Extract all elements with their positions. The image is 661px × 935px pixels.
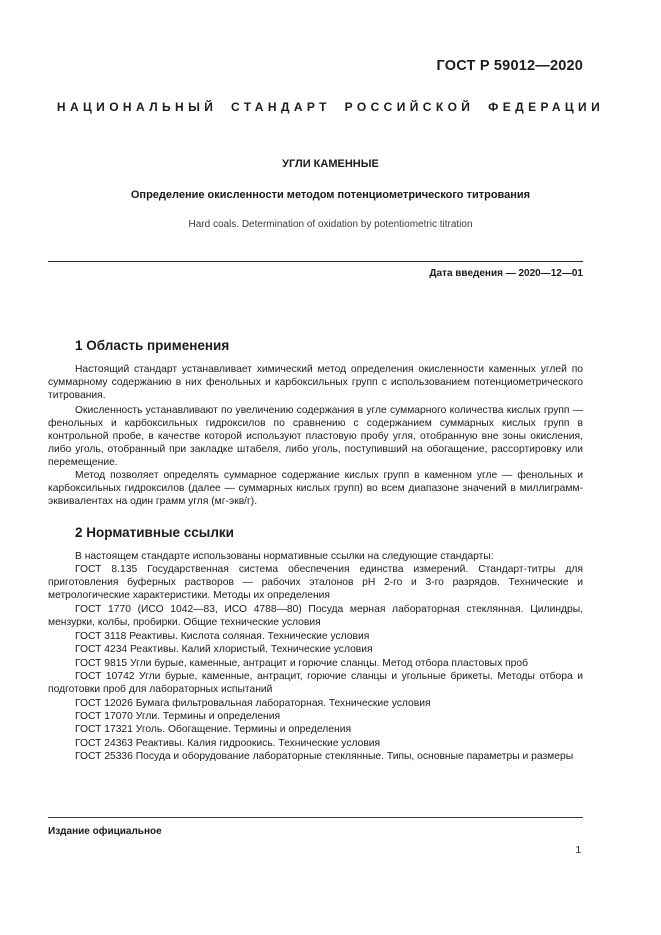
reference-item: ГОСТ 1770 (ИСО 1042—83, ИСО 4788—80) Посуда мерная лабораторная стеклянная. Цилиндры, мензурки, колбы, пробирки. Общие технические условия xyxy=(48,604,583,628)
reference-item: ГОСТ 17070 Угли. Термины и определения xyxy=(75,711,281,722)
footer-divider xyxy=(48,817,583,818)
document-title: УГЛИ КАМЕННЫЕ xyxy=(282,158,379,170)
reference-item: ГОСТ 24363 Реактивы. Калия гидроокись. Технические условия xyxy=(75,738,381,749)
document-number: ГОСТ Р 59012—2020 xyxy=(436,58,583,74)
introduction-date: Дата введения — 2020—12—01 xyxy=(429,268,583,279)
official-edition-label: Издание официальное xyxy=(48,826,162,837)
scope-paragraph: Метод позволяет определять суммарное содержание кислых групп в каменном угле — фенольных и карбоксильных гидроксилов (далее — суммарных кислых групп) во всем диапазоне значений в миллиграмм-эквивалентах на один грамм угля (мг-экв/г). xyxy=(48,470,583,507)
reference-item: ГОСТ 4234 Реактивы. Калий хлористый. Технические условия xyxy=(75,644,373,655)
english-title: Hard coals. Determination of oxidation by potentiometric titration xyxy=(188,219,473,230)
reference-item: ГОСТ 8.135 Государственная система обеспечения единства измерений. Стандарт-титры для приготовления буферных растворов — рабочих эталонов рН 2-го и 3-го разрядов. Технические и метрологические характеристики. Методы их определения xyxy=(48,564,583,601)
page-number: 1 xyxy=(575,845,581,856)
title-divider xyxy=(48,261,583,262)
reference-item: ГОСТ 3118 Реактивы. Кислота соляная. Технические условия xyxy=(75,631,370,642)
reference-item: ГОСТ 17321 Уголь. Обогащение. Термины и определения xyxy=(75,724,352,735)
section-heading-references: 2 Нормативные ссылки xyxy=(75,525,234,540)
reference-item: ГОСТ 9815 Угли бурые, каменные, антрацит и горючие сланцы. Метод отбора пластовых проб xyxy=(75,658,529,669)
national-standard-header: НАЦИОНАЛЬНЫЙ СТАНДАРТ РОССИЙСКОЙ ФЕДЕРАЦИИ xyxy=(56,100,605,114)
scope-paragraph: Настоящий стандарт устанавливает химический метод определения окисленности каменных углей по суммарному содержанию в них фенольных и карбоксильных групп с использованием потенциометрического титрования. xyxy=(48,364,583,401)
section-heading-scope: 1 Область применения xyxy=(75,338,230,353)
references-intro: В настоящем стандарте использованы нормативные ссылки на следующие стандарты: xyxy=(75,551,494,562)
document-subtitle: Определение окисленности методом потенциометрического титрования xyxy=(130,189,531,201)
reference-item: ГОСТ 12026 Бумага фильтровальная лабораторная. Технические условия xyxy=(75,698,431,709)
scope-paragraph: Окисленность устанавливают по увеличению содержания в угле суммарного количества кислых групп — фенольных и карбоксильных гидроксилов по сравнению с содержанием суммарных кислых групп в контрольной пробе, в качестве которой используют пластовую пробу угля, отобранную вне зоны окисления, либо уголь, отобранный при закладке штабеля, либо уголь, поступивший на обогащение, рассортировку или перемещение. xyxy=(48,405,583,468)
reference-item: ГОСТ 10742 Угли бурые, каменные, антрацит, горючие сланцы и угольные брикеты. Методы отбора и подготовки проб для лабораторных испытаний xyxy=(48,671,583,695)
reference-item: ГОСТ 25336 Посуда и оборудование лабораторные стеклянные. Типы, основные параметры и размеры xyxy=(75,751,574,762)
